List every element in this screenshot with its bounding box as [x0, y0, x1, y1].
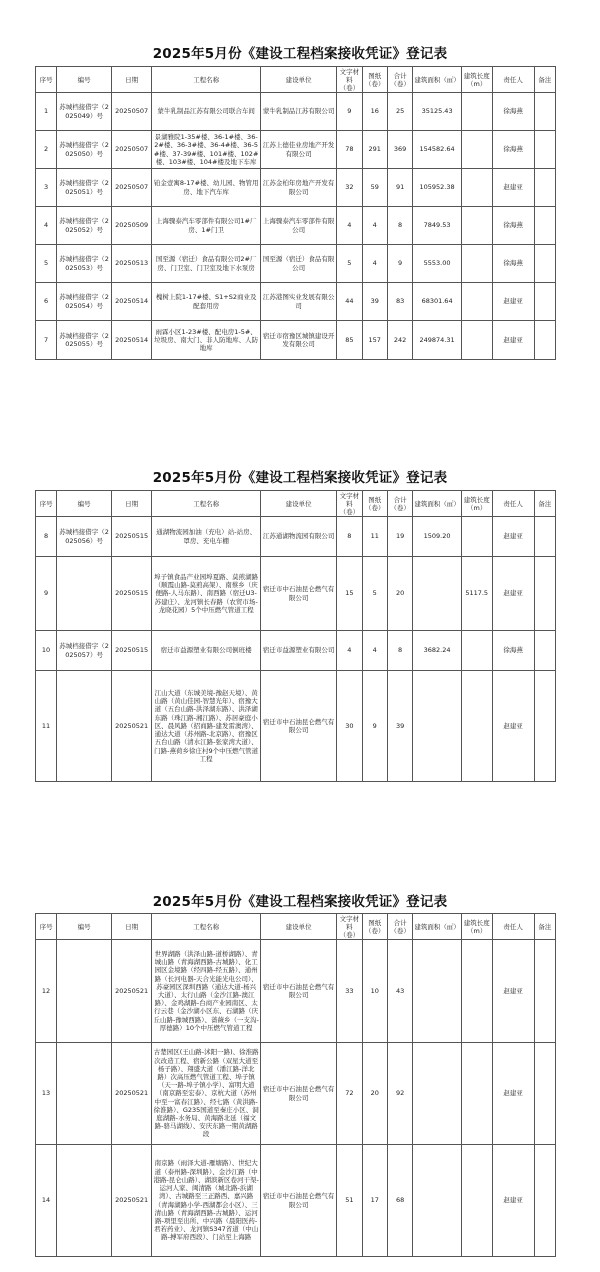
- text-volumes-cell: 85: [337, 321, 362, 360]
- project-name-cell: 埠子镇食品产业园埠夏路、莫煎湖路（顺霞山路-莫煎高架）、南蔡乡（庆便路-人马东路）、南西路（宿迁U3-苏建庄）、龙河镇长春路（农贸市场-龙晓花园）5个中压燃气管道工程: [152, 557, 261, 631]
- builder-unit-cell: 江苏港图实业发展有限公司: [261, 283, 337, 321]
- remark-cell: [534, 169, 555, 207]
- header-row: [36, 914, 556, 940]
- builder-unit-cell: 宿迁市中石油昆仑燃气有限公司: [261, 940, 337, 1043]
- responsible-person-cell: 赵建亚: [492, 321, 534, 360]
- drawing-volumes-cell: 16: [362, 93, 387, 131]
- builder-unit-cell: 宿迁市中石油昆仑燃气有限公司: [261, 1145, 337, 1257]
- date-cell: 20250521: [112, 1145, 152, 1257]
- text-volumes-cell: 4: [337, 207, 362, 245]
- row-number-cell: 10: [36, 631, 57, 671]
- text-volumes-cell: 8: [337, 517, 362, 557]
- building-length-cell: [461, 245, 492, 283]
- date-cell: 20250521: [112, 1043, 152, 1145]
- row-number-cell: 1: [36, 93, 57, 131]
- drawing-volumes-cell: 59: [362, 169, 387, 207]
- project-name-cell: 景湖雅院1-35#楼、36-1#楼、36-2#楼、36-3#楼、36-4#楼、36-5#楼、37-39#楼、101#楼、102#楼、103#楼、104#楼及地下车库: [152, 131, 261, 169]
- building-length-cell: 5117.5: [461, 557, 492, 631]
- drawing-volumes-cell: 4: [362, 207, 387, 245]
- record-code-cell: [57, 1043, 112, 1145]
- project-name-cell: 世界湖路（洪泽山路-道桥湖路）、青城山路（青海湖西路-古城路）、化工园区金境路（经四路-经五路）、通州路（长河电器-天合光能光电公司）、苏豪园区深圳西路（通达大道-杨兴大道）、太行山路（金沙江路-澳江路）、金鸡湖路-台商产业园南区、太行云巷（金沙湖小区东、石湖路（庆丘山路-豫城西路）、蔷薇乡（一支沟-厚德路）10个中压燃气管道工程: [152, 940, 261, 1043]
- header-cell: 责任人: [492, 914, 534, 940]
- record-code-cell: 苏城档接借字（2025052）号: [57, 207, 112, 245]
- table-row: [36, 517, 556, 557]
- page-title-1: 2025年5月份《建设工程档案接收凭证》登记表: [152, 46, 448, 62]
- remark-cell: [534, 1043, 555, 1145]
- date-cell: 20250515: [112, 631, 152, 671]
- responsible-person-cell: 徐海燕: [492, 131, 534, 169]
- table-row: [36, 207, 556, 245]
- building-length-cell: [461, 517, 492, 557]
- remark-cell: [534, 940, 555, 1043]
- total-volumes-cell: 242: [387, 321, 412, 360]
- header-cell: 合计（卷）: [387, 914, 412, 940]
- floor-area-cell: 7849.53: [413, 207, 462, 245]
- page-title-2: 2025年5月份《建设工程档案接收凭证》登记表: [152, 470, 448, 486]
- header-cell: 责任人: [492, 491, 534, 517]
- text-volumes-cell: 32: [337, 169, 362, 207]
- record-code-cell: 苏城档接借字（2025057）号: [57, 631, 112, 671]
- floor-area-cell: 3682.24: [413, 631, 462, 671]
- total-volumes-cell: 25: [387, 93, 412, 131]
- total-volumes-cell: 8: [387, 207, 412, 245]
- floor-area-cell: 35125.43: [413, 93, 462, 131]
- date-cell: 20250507: [112, 93, 152, 131]
- table-row: [36, 1145, 556, 1257]
- project-name-cell: 国至源（宿迁）食品有限公司2#厂房、门卫室、门卫室及地下水泵房: [152, 245, 261, 283]
- record-code-cell: [57, 557, 112, 631]
- record-code-cell: 苏城档接借字（2025055）号: [57, 321, 112, 360]
- responsible-person-cell: 赵建亚: [492, 283, 534, 321]
- drawing-volumes-cell: 291: [362, 131, 387, 169]
- text-volumes-cell: 33: [337, 940, 362, 1043]
- building-length-cell: [461, 321, 492, 360]
- remark-cell: [534, 283, 555, 321]
- builder-unit-cell: 宿迁市中石油昆仑燃气有限公司: [261, 557, 337, 631]
- project-name-cell: 宿迁市益源塑业有限公司倒班楼: [152, 631, 261, 671]
- project-name-cell: 古楚园区(王山路-沭阳一路)、徐淮路次改造工程、宿新公路（双星大道至杨子路）、翔盛大道（潘江路-洋北路）次高压燃气管道工程、埠子镇（天一路-埠子镇小学）、富明大道（南京路至宏泰）、京杭大道（苏州中至一富春江路）、经七路（黄洪路-徐淮路）、G235国道至秦庄小区、洞庭湖路-水务局、黄海路北延（福文路-骆马湖线）、安庆东路一期黄湖路段: [152, 1043, 261, 1145]
- table-row: [36, 245, 556, 283]
- drawing-volumes-cell: 17: [362, 1145, 387, 1257]
- remark-cell: [534, 207, 555, 245]
- record-code-cell: 苏城档接借字（2025053）号: [57, 245, 112, 283]
- building-length-cell: [461, 671, 492, 782]
- header-cell: 建筑长度（m）: [461, 914, 492, 940]
- project-name-cell: 槐树上院1-17#楼、S1+S2商业及配套用房: [152, 283, 261, 321]
- builder-unit-cell: 宿迁市益源塑业有限公司: [261, 631, 337, 671]
- header-cell: 编号: [57, 914, 112, 940]
- header-cell: 建筑面积（㎡）: [413, 67, 462, 93]
- floor-area-cell: [413, 1043, 462, 1145]
- text-volumes-cell: 9: [337, 93, 362, 131]
- drawing-volumes-cell: 20: [362, 1043, 387, 1145]
- header-cell: 日期: [112, 914, 152, 940]
- header-cell: 工程名称: [152, 491, 261, 517]
- record-code-cell: 苏城档接借字（2025050）号: [57, 131, 112, 169]
- row-number-cell: 6: [36, 283, 57, 321]
- building-length-cell: [461, 1043, 492, 1145]
- builder-unit-cell: 江苏上德佳业房地产开发有限公司: [261, 131, 337, 169]
- total-volumes-cell: 43: [387, 940, 412, 1043]
- drawing-volumes-cell: 5: [362, 557, 387, 631]
- text-volumes-cell: 72: [337, 1043, 362, 1145]
- remark-cell: [534, 245, 555, 283]
- header-cell: 备注: [534, 67, 555, 93]
- header-cell: 责任人: [492, 67, 534, 93]
- total-volumes-cell: 92: [387, 1043, 412, 1145]
- header-cell: 编号: [57, 491, 112, 517]
- header-cell: 工程名称: [152, 914, 261, 940]
- building-length-cell: [461, 131, 492, 169]
- record-code-cell: 苏城档接借字（2025051）号: [57, 169, 112, 207]
- date-cell: 20250507: [112, 169, 152, 207]
- drawing-volumes-cell: 9: [362, 671, 387, 782]
- total-volumes-cell: 91: [387, 169, 412, 207]
- header-cell: 日期: [112, 67, 152, 93]
- builder-unit-cell: 蒙牛乳制品江苏有限公司: [261, 93, 337, 131]
- header-cell: 备注: [534, 491, 555, 517]
- total-volumes-cell: 83: [387, 283, 412, 321]
- header-cell: 合计（卷）: [387, 491, 412, 517]
- header-cell: 图纸（卷）: [362, 914, 387, 940]
- drawing-volumes-cell: 157: [362, 321, 387, 360]
- remark-cell: [534, 671, 555, 782]
- header-cell: 备注: [534, 914, 555, 940]
- project-name-cell: 江山大道（东城美境-豫赵天境）、黄山路（黄山佳园-智慧光年）、宿豫大道（五台山路-洪泽湖东路）、洪泽湖东路（珠江路-湘江路）、苏居豪庭小区、晨风路（招商路-建发雷澳湾）、通达大道（苏州路-北京路）、宿豫区五台山路（清水江路-张家湾大道）、门路-燕荷乡徐庄村9个中压燃气管道工程: [152, 671, 261, 782]
- row-number-cell: 4: [36, 207, 57, 245]
- record-code-cell: [57, 940, 112, 1043]
- row-number-cell: 7: [36, 321, 57, 360]
- row-number-cell: 11: [36, 671, 57, 782]
- date-cell: 20250515: [112, 557, 152, 631]
- date-cell: 20250514: [112, 321, 152, 360]
- table-row: [36, 940, 556, 1043]
- builder-unit-cell: 宿迁市中石油昆仑燃气有限公司: [261, 671, 337, 782]
- builder-unit-cell: 宿迁市宿豫区城镇建设开发有限公司: [261, 321, 337, 360]
- row-number-cell: 5: [36, 245, 57, 283]
- date-cell: 20250515: [112, 517, 152, 557]
- header-cell: 合计（卷）: [387, 67, 412, 93]
- floor-area-cell: 249874.31: [413, 321, 462, 360]
- date-cell: 20250521: [112, 940, 152, 1043]
- responsible-person-cell: 赵建亚: [492, 671, 534, 782]
- row-number-cell: 14: [36, 1145, 57, 1257]
- total-volumes-cell: 19: [387, 517, 412, 557]
- building-length-cell: [461, 940, 492, 1043]
- header-cell: 建设单位: [261, 491, 337, 517]
- floor-area-cell: 68301.64: [413, 283, 462, 321]
- remark-cell: [534, 131, 555, 169]
- responsible-person-cell: 赵建亚: [492, 1145, 534, 1257]
- header-cell: 日期: [112, 491, 152, 517]
- table-row: [36, 283, 556, 321]
- header-row: [36, 491, 556, 517]
- project-name-cell: 南京路（雨泽大道-雁塘路）、世纪大道（泰州路-深圳路）、金沙江路（中港路-昆仑山路）、湖滨新区卷河干渠-运河人家、闽清路（城北路-浜湖湾）、古城路至三正路西、嘉兴路（青海湖路小学-西湖都会小区）、三清山路（青海湖西路-古城路）、运河路-项里至出所、中兴路（晨阳医药-君若药业）、龙河镇S347省道（中山路-搏军府西段）、门站至上海路: [152, 1145, 261, 1257]
- row-number-cell: 12: [36, 940, 57, 1043]
- text-volumes-cell: 44: [337, 283, 362, 321]
- header-cell: 序号: [36, 491, 57, 517]
- builder-unit-cell: 江苏金柏年房地产开发有限公司: [261, 169, 337, 207]
- builder-unit-cell: 国至源（宿迁）食品有限公司: [261, 245, 337, 283]
- total-volumes-cell: 369: [387, 131, 412, 169]
- text-volumes-cell: 51: [337, 1145, 362, 1257]
- header-cell: 编号: [57, 67, 112, 93]
- remark-cell: [534, 517, 555, 557]
- date-cell: 20250507: [112, 131, 152, 169]
- header-cell: 建筑长度（m）: [461, 67, 492, 93]
- remark-cell: [534, 557, 555, 631]
- building-length-cell: [461, 207, 492, 245]
- floor-area-cell: [413, 671, 462, 782]
- date-cell: 20250513: [112, 245, 152, 283]
- responsible-person-cell: 徐海燕: [492, 207, 534, 245]
- builder-unit-cell: 宿迁市中石油昆仑燃气有限公司: [261, 1043, 337, 1145]
- register-table-2: [35, 490, 556, 782]
- record-code-cell: [57, 1145, 112, 1257]
- floor-area-cell: 5553.00: [413, 245, 462, 283]
- text-volumes-cell: 78: [337, 131, 362, 169]
- text-volumes-cell: 30: [337, 671, 362, 782]
- header-cell: 文字材料（卷）: [337, 914, 362, 940]
- row-number-cell: 8: [36, 517, 57, 557]
- project-name-cell: 上海骤泰汽车零部件有限公司1#厂房、1#门卫: [152, 207, 261, 245]
- responsible-person-cell: 赵建亚: [492, 940, 534, 1043]
- row-number-cell: 2: [36, 131, 57, 169]
- header-cell: 建筑面积（㎡）: [413, 491, 462, 517]
- building-length-cell: [461, 631, 492, 671]
- drawing-volumes-cell: 10: [362, 940, 387, 1043]
- row-number-cell: 9: [36, 557, 57, 631]
- builder-unit-cell: 江苏通湖物流园有限公司: [261, 517, 337, 557]
- total-volumes-cell: 20: [387, 557, 412, 631]
- row-number-cell: 13: [36, 1043, 57, 1145]
- builder-unit-cell: 上海骤泰汽车零部件有限公司: [261, 207, 337, 245]
- total-volumes-cell: 39: [387, 671, 412, 782]
- header-cell: 建筑面积（㎡）: [413, 914, 462, 940]
- table-row: [36, 169, 556, 207]
- register-table-1: [35, 66, 556, 360]
- record-code-cell: 苏城档接借字（2025049）号: [57, 93, 112, 131]
- responsible-person-cell: 赵建亚: [492, 169, 534, 207]
- header-cell: 图纸（卷）: [362, 491, 387, 517]
- date-cell: 20250514: [112, 283, 152, 321]
- table-row: [36, 321, 556, 360]
- header-cell: 建筑长度（m）: [461, 491, 492, 517]
- header-row: [36, 67, 556, 93]
- responsible-person-cell: 徐海燕: [492, 245, 534, 283]
- floor-area-cell: [413, 940, 462, 1043]
- table-row: [36, 631, 556, 671]
- text-volumes-cell: 5: [337, 245, 362, 283]
- building-length-cell: [461, 93, 492, 131]
- total-volumes-cell: 68: [387, 1145, 412, 1257]
- responsible-person-cell: 徐海燕: [492, 631, 534, 671]
- building-length-cell: [461, 1145, 492, 1257]
- table-row: [36, 671, 556, 782]
- remark-cell: [534, 631, 555, 671]
- project-name-cell: 蒙牛乳制品江苏有限公司联合车间: [152, 93, 261, 131]
- record-code-cell: [57, 671, 112, 782]
- floor-area-cell: [413, 557, 462, 631]
- remark-cell: [534, 93, 555, 131]
- record-code-cell: 苏城档接借字（2025056）号: [57, 517, 112, 557]
- project-name-cell: 雨霖小区1-23#楼、配电房1-5#、垃圾房、南大门、非人防地库、人防地库: [152, 321, 261, 360]
- text-volumes-cell: 15: [337, 557, 362, 631]
- project-name-cell: 通湖物流园加油（充电）站-站房、罩房、充电车棚: [152, 517, 261, 557]
- table-row: [36, 131, 556, 169]
- table-row: [36, 93, 556, 131]
- project-name-cell: 铂金壹寓8-17#楼、幼儿园、物管用房、地下汽车库: [152, 169, 261, 207]
- date-cell: 20250521: [112, 671, 152, 782]
- header-cell: 文字材料（卷）: [337, 67, 362, 93]
- row-number-cell: 3: [36, 169, 57, 207]
- total-volumes-cell: 9: [387, 245, 412, 283]
- header-cell: 序号: [36, 914, 57, 940]
- drawing-volumes-cell: 4: [362, 245, 387, 283]
- remark-cell: [534, 321, 555, 360]
- responsible-person-cell: 赵建亚: [492, 1043, 534, 1145]
- drawing-volumes-cell: 39: [362, 283, 387, 321]
- building-length-cell: [461, 169, 492, 207]
- text-volumes-cell: 4: [337, 631, 362, 671]
- floor-area-cell: 154582.64: [413, 131, 462, 169]
- building-length-cell: [461, 283, 492, 321]
- responsible-person-cell: 徐海燕: [492, 93, 534, 131]
- page-title-3: 2025年5月份《建设工程档案接收凭证》登记表: [152, 894, 448, 910]
- header-cell: 工程名称: [152, 67, 261, 93]
- header-cell: 文字材料（卷）: [337, 491, 362, 517]
- header-cell: 建设单位: [261, 914, 337, 940]
- header-cell: 建设单位: [261, 67, 337, 93]
- record-code-cell: 苏城档接借字（2025054）号: [57, 283, 112, 321]
- remark-cell: [534, 1145, 555, 1257]
- header-cell: 图纸（卷）: [362, 67, 387, 93]
- total-volumes-cell: 8: [387, 631, 412, 671]
- floor-area-cell: 1509.20: [413, 517, 462, 557]
- register-table-3: [35, 913, 556, 1257]
- table-row: [36, 557, 556, 631]
- date-cell: 20250509: [112, 207, 152, 245]
- drawing-volumes-cell: 11: [362, 517, 387, 557]
- table-row: [36, 1043, 556, 1145]
- responsible-person-cell: 赵建亚: [492, 557, 534, 631]
- responsible-person-cell: 赵建亚: [492, 517, 534, 557]
- drawing-volumes-cell: 4: [362, 631, 387, 671]
- floor-area-cell: 105952.38: [413, 169, 462, 207]
- floor-area-cell: [413, 1145, 462, 1257]
- header-cell: 序号: [36, 67, 57, 93]
